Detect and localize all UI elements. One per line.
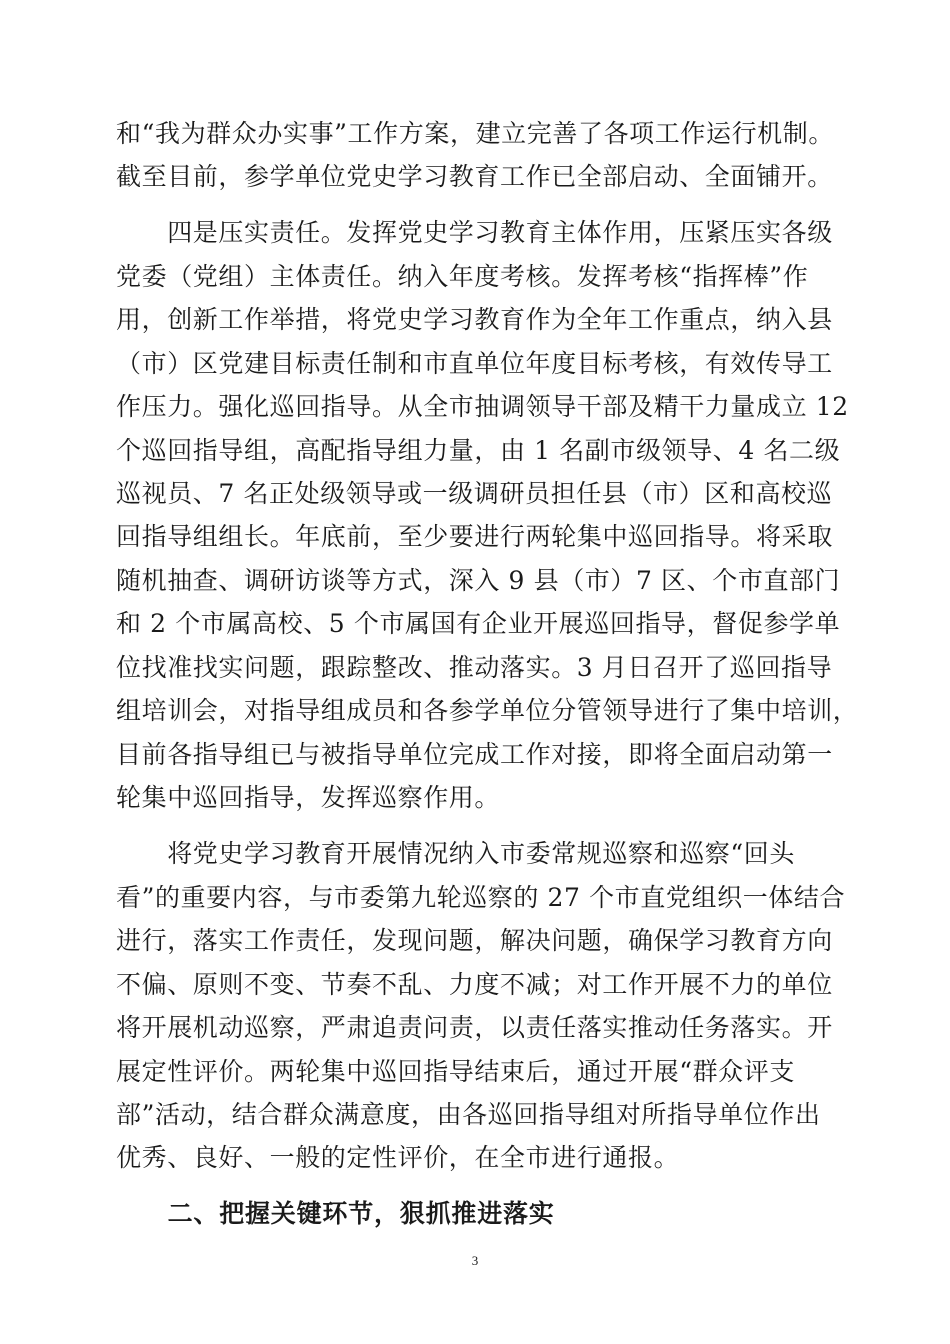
section-heading: 二、把握关键环节，狠抓推进落实 (116, 1199, 555, 1228)
body-text-line: 进行，落实工作责任，发现问题，解决问题，确保学习教育方向 (116, 926, 833, 955)
body-text-line: 组培训会，对指导组成员和各参学单位分管领导进行了集中培训， (116, 696, 859, 725)
body-text-line: 巡视员、7 名正处级领导或一级调研员担任县（市）区和高校巡 (116, 479, 833, 508)
body-text-line: 看”的重要内容，与市委第九轮巡察的 27 个市直党组织一体结合 (116, 883, 846, 912)
body-text-line: 不偏、原则不变、节奏不乱、力度不减；对工作开展不力的单位 (116, 970, 833, 999)
body-text-line: 用，创新工作举措，将党史学习教育作为全年工作重点，纳入县 (116, 305, 833, 334)
body-text-line: 个巡回指导组，高配指导组力量，由 1 名副市级领导、4 名二级 (116, 436, 841, 465)
body-text-line: 和 2 个市属高校、5 个市属国有企业开展巡回指导，督促参学单 (116, 609, 841, 638)
body-text-line: 位找准找实问题，跟踪整改、推动落实。3 月日召开了巡回指导 (116, 653, 833, 682)
body-text-line: 将党史学习教育开展情况纳入市委常规巡察和巡察“回头 (116, 839, 795, 868)
body-text-line: 随机抽查、调研访谈等方式，深入 9 县（市）7 区、个市直部门 (116, 566, 841, 595)
page-number: 3 (471, 1253, 479, 1268)
body-text-line: 部”活动，结合群众满意度，由各巡回指导组对所指导单位作出 (116, 1100, 821, 1129)
body-text-line: 四是压实责任。发挥党史学习教育主体作用，压紧压实各级 (116, 218, 833, 247)
body-text-line: 展定性评价。两轮集中巡回指导结束后，通过开展“群众评支 (116, 1057, 795, 1086)
body-text-line: （市）区党建目标责任制和市直单位年度目标考核，有效传导工 (116, 349, 833, 378)
body-text-line: 回指导组组长。年底前，至少要进行两轮集中巡回指导。将采取 (116, 522, 833, 551)
body-text-line: 党委（党组）主体责任。纳入年度考核。发挥考核“指挥棒”作 (116, 262, 809, 291)
body-text-line: 截至目前，参学单位党史学习教育工作已全部启动、全面铺开。 (116, 162, 833, 191)
body-text-line: 目前各指导组已与被指导单位完成工作对接，即将全面启动第一 (116, 740, 833, 769)
body-text-line: 轮集中巡回指导，发挥巡察作用。 (116, 783, 501, 812)
body-text-line: 将开展机动巡察，严肃追责问责，以责任落实推动任务落实。开 (116, 1013, 833, 1042)
body-text-line: 作压力。强化巡回指导。从全市抽调领导干部及精干力量成立 12 (116, 392, 849, 421)
body-text-line: 优秀、良好、一般的定性评价，在全市进行通报。 (116, 1143, 680, 1172)
body-text-line: 和“我为群众办实事”工作方案，建立完善了各项工作运行机制。 (116, 119, 834, 148)
